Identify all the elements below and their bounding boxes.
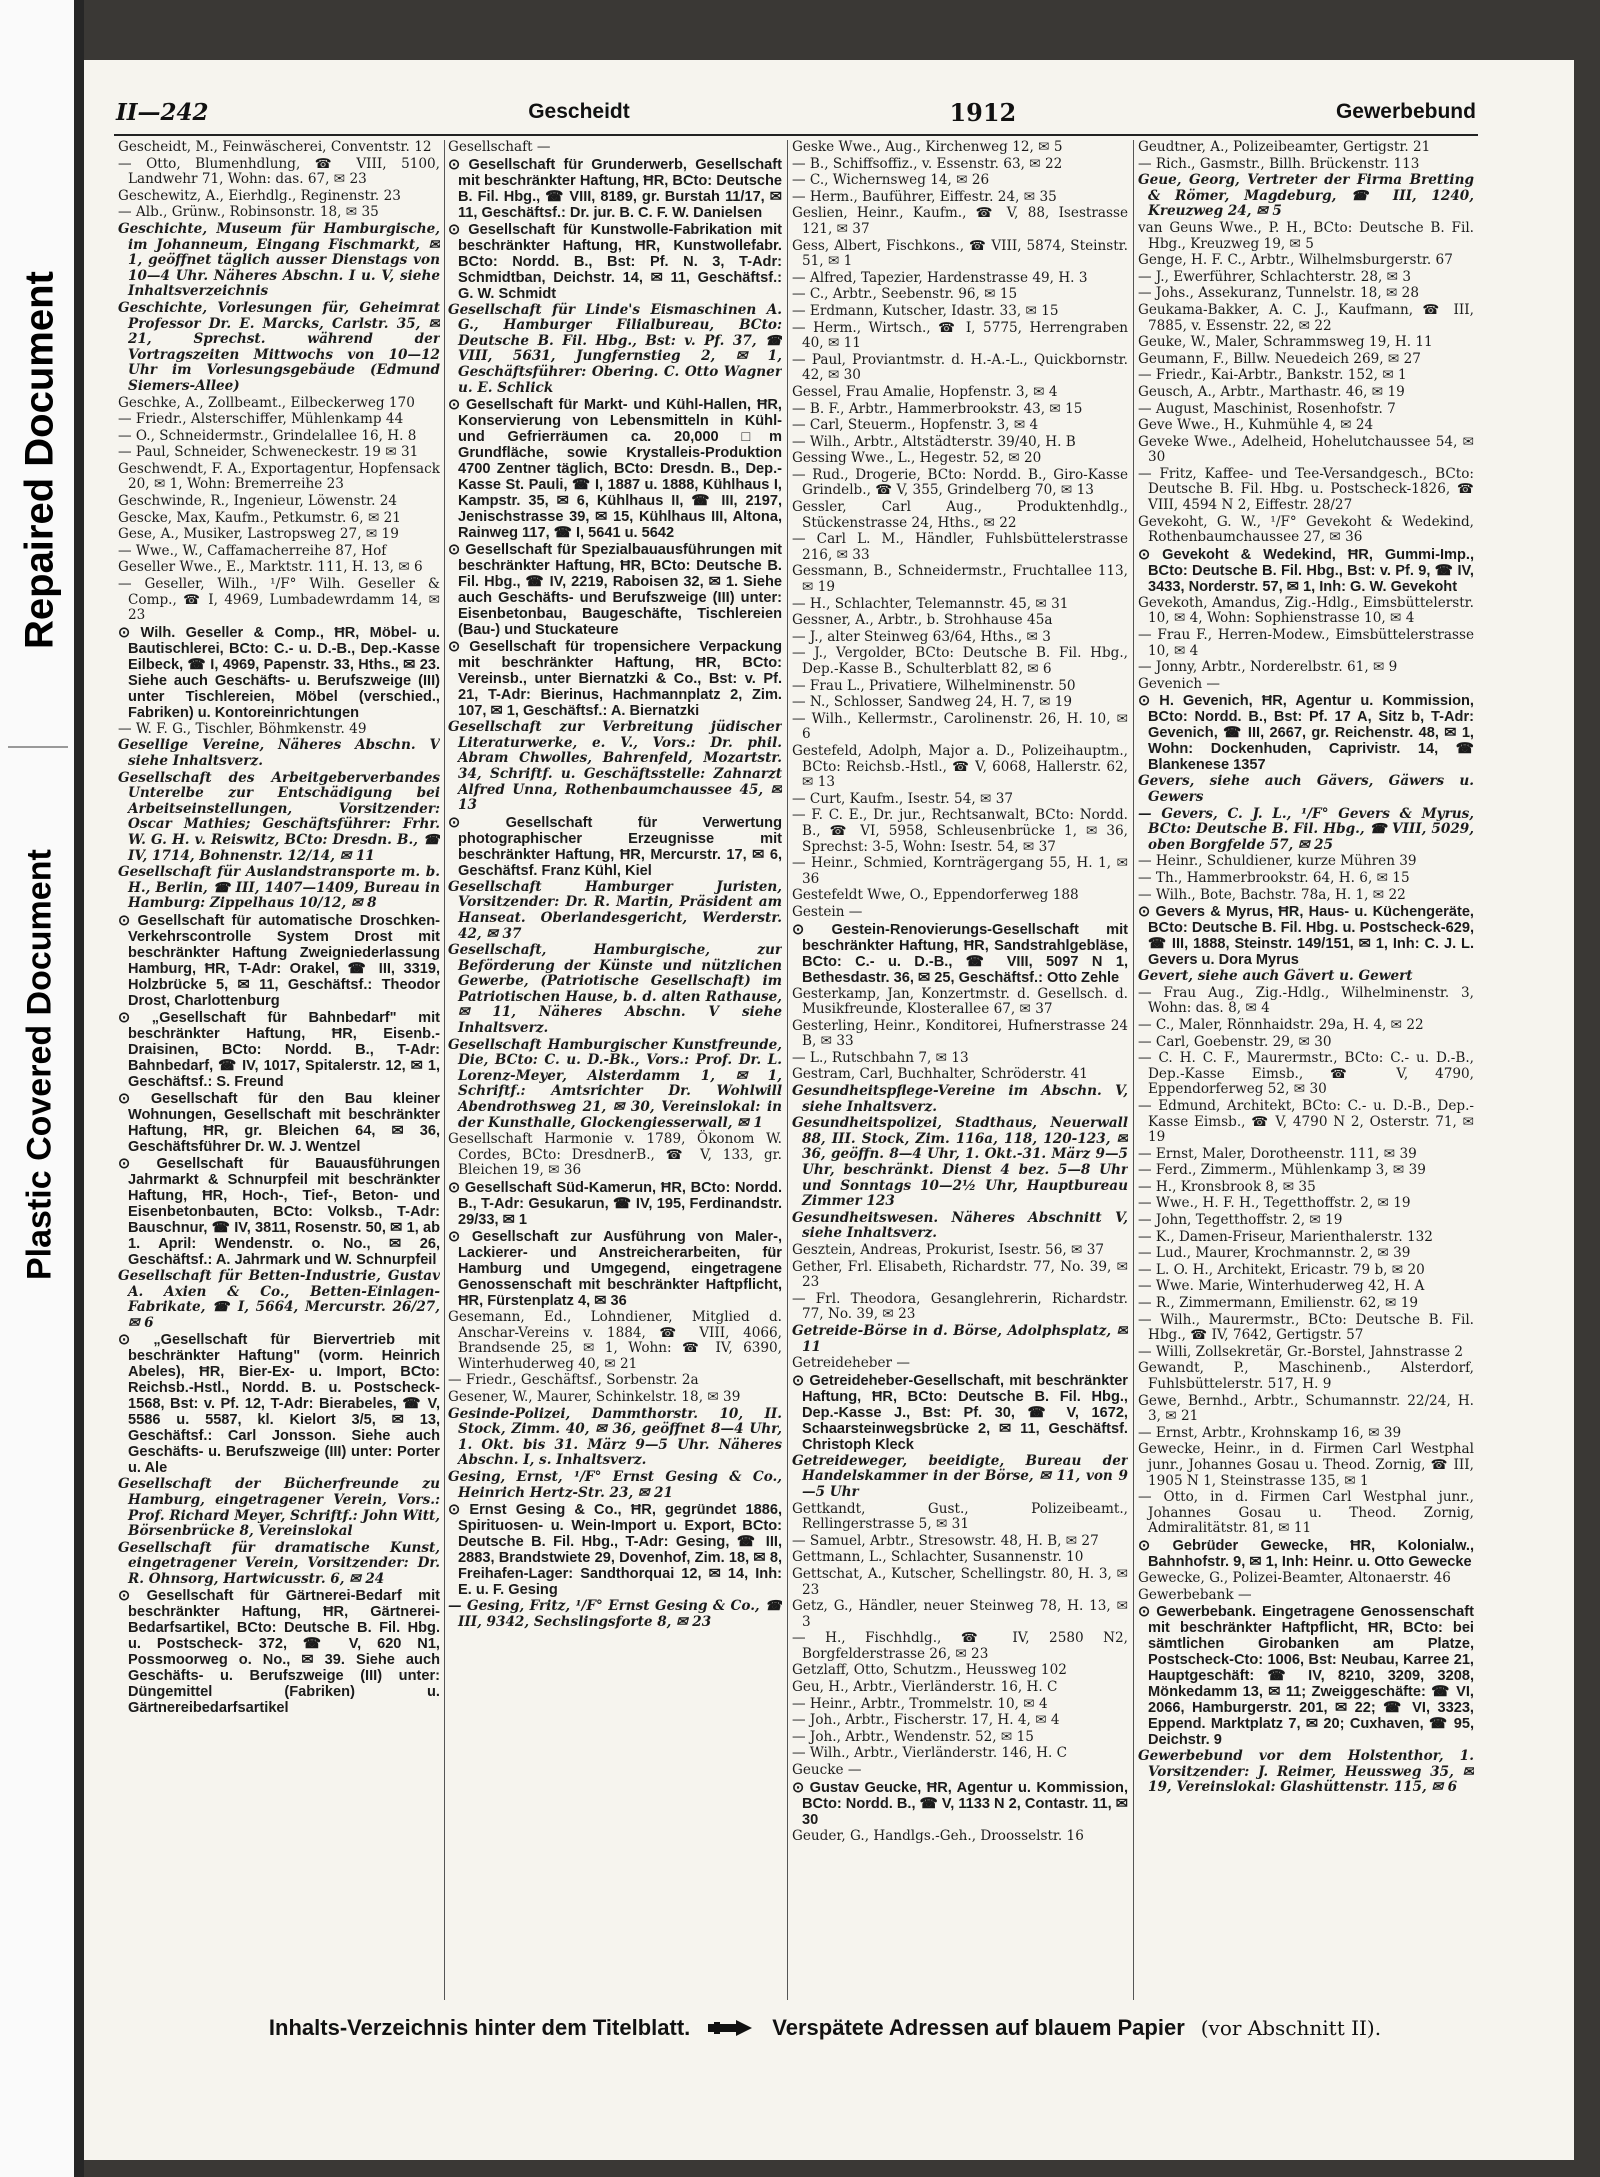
directory-entry: Geue, Georg, Vertreter der Firma Bretting & Römer, Magdeburg, ☎ III, 1240, Kreuzweg 24, ✉ 5 [1138, 172, 1474, 220]
directory-entry: — K., Damen-Friseur, Marienthalerstr. 132 [1138, 1228, 1433, 1245]
firm-entry: ⊙ Gesellschaft für Grunderwerb, Gesellschaft mit beschränkter Haftung, ĦR, BCto: Deutsche B. Fil. Hbg., ☎ VIII, 8189, gr. Burstah 11/17, ✉ 11, Geschäftsf.: Dr. jur. B. C. F. W. Danielsen [448, 156, 782, 221]
firm-entry: ⊙ Gesellschaft zur Ausführung von Maler-, Lackierer- und Anstreicherarbeiten, für Hamburg und Umgegend, eingetragene Genossenschaft mit beschränkter Haftpflicht, ĦR, Fürstenplatz 4, ✉ 36 [448, 1229, 782, 1309]
firm-entry: ⊙ Gevekoht & Wedekind, ĦR, Gummi-Imp., BCto: Deutsche B. Fil. Hbg., Bst: v. Pf. 9, ☎ IV, 3433, Norderstr. 57, ✉ 1, Inh: G. W. Gevekoht [1138, 546, 1474, 595]
directory-entry: Gese, A., Musiker, Lastropsweg 27, ✉ 19 [118, 526, 399, 543]
directory-entry: Gescheidt, M., Feinwäscherei, Conventstr. 12 [118, 140, 432, 155]
directory-entry: Gesellschaft — [448, 140, 551, 155]
firm-entry: ⊙ Gesellschaft für Gärtnerei-Bedarf mit beschränkter Haftung, ĦR, Gärtnerei-Bedarfsartikel, BCto: Deutsche B. Fil. Hbg. u. Postscheck- 372, ☎ V, 620 N1, Possmoorweg o. No., ✉ 39. Siehe auch Geschäfts- u. Berufszweige (III) unter: Düngemittel (Fabriken) u. Gärtnereibedarfsartikel [118, 1588, 440, 1717]
directory-entry: Gesellschaft für Betten-Industrie, Gustav A. Axien & Co., Betten-Einlagen-Fabrikate, ☎ I, 5664, Mercurstr. 26/27, ✉ 6 [118, 1267, 440, 1331]
directory-entry: — Carl, Goebenstr. 29, ✉ 30 [1138, 1033, 1332, 1050]
directory-entry: Geve Wwe., H., Kuhmühle 4, ✉ 24 [1138, 417, 1374, 434]
firm-entry: ⊙ Ernst Gesing & Co., ĦR, gegründet 1886, Spirituosen- u. Wein-Import u. Export, BCto: Deutsche B. Fil. Hbg., T-Adr: Gesing, ☎ III, 2883, Brandstwiete 29, Dovenhof, Zim. 18, ✉ 8, Freihafen-Lager: Sandthorquai 12, ✉ 14, Inh: E. u. F. Gesing [448, 1502, 782, 1599]
directory-entry: Gesellige Vereine, Näheres Abschn. V siehe Inhaltsverz. [118, 737, 440, 769]
directory-entry: — Gevers, C. J. L., ¹/F° Gevers & Myrus, BCto: Deutsche B. Fil. Hbg., ☎ VIII, 5029, oben Borgfelde 57, ✉ 25 [1138, 805, 1474, 853]
directory-entry: Geslien, Heinr., Kaufm., ☎ V, 88, Isestrasse 121, ✉ 37 [792, 205, 1128, 237]
firm-entry: ⊙ Gustav Geucke, ĦR, Agentur u. Kommission, BCto: Nordd. B., ☎ V, 1133 N 2, Contastr. 11, ✉ 30 [792, 1779, 1128, 1828]
directory-entry: Getreide-Börse in d. Börse, Adolphsplatz, ✉ 11 [792, 1322, 1128, 1355]
directory-entry: Geveke Wwe., Adelheid, Hohelutchaussee 54, ✉ 30 [1138, 433, 1474, 466]
directory-entry: Gesztein, Andreas, Prokurist, Isestr. 56, ✉ 37 [792, 1242, 1105, 1258]
directory-entry: — Otto, Blumenhdlung, ☎ VIII, 5100, Landwehr 71, Wohn: das. 67, ✉ 23 [118, 155, 440, 188]
firm-entry: ⊙ Gewerbebank. Eingetragene Genossenschaft mit beschränkter Haftpflicht, ĦR, BCto: bei sämtlichen Girobanken am Platze, Postscheck-Cto: 1006, Bst: Neubau, Karree 21, Hauptgeschäft: ☎ IV, 8210, 3209, 3208, Mönkedamm 13, ✉ 11; Zweiggeschäfte: ☎ VI, 2066, Hamburgerstr. 201, ✉ 22; ☎ VI, 3323, Eppend. Marktplatz 7, ✉ 20; Cuxhaven, ☎ 95, Deichstr. 9 [1138, 1604, 1474, 1749]
header-left-keyword: Gescheidt [528, 100, 630, 123]
directory-entry: — Paul, Schneider, Schweneckestr. 19 ✉ 31 [118, 444, 419, 461]
directory-entry: — Joh., Arbtr., Fischerstr. 17, H. 4, ✉ 4 [792, 1712, 1060, 1729]
firm-entry: ⊙ Gebrüder Gewecke, ĦR, Kolonialw., Bahnhofstr. 9, ✉ 1, Inh: Heinr. u. Otto Gewecke [1138, 1537, 1474, 1570]
directory-column-4 [1138, 140, 1474, 2003]
directory-entry: — C., Arbtr., Seebenstr. 96, ✉ 15 [792, 286, 1018, 303]
directory-entry: — John, Tegetthoffstr. 2, ✉ 19 [1138, 1212, 1343, 1229]
directory-entry: Gesterkamp, Jan, Konzertmstr. d. Gesellsch. d. Musikfreunde, Klosterallee 67, ✉ 37 [792, 985, 1128, 1018]
directory-entry: Gesellschaft der Bücherfreunde zu Hamburg, eingetragener Verein, Vors.: Prof. Richard Meyer, Schriftf.: John Witt, Börsenbrücke 8, Vereinslokal [118, 1476, 440, 1540]
directory-entry: Getz, G., Händler, neuer Steinweg 78, H. 13, ✉ 3 [792, 1598, 1128, 1630]
directory-entry: — Joh., Arbtr., Wendenstr. 52, ✉ 15 [792, 1728, 1034, 1745]
firm-entry: ⊙ Gesellschaft für Verwertung photographischer Erzeugnisse mit beschränkter Haftung, ĦR, Mercurstr. 17, ✉ 6, Geschäftsf. Franz Kühl, Kiel [448, 814, 782, 879]
directory-entry: — C. H. C. F., Maurermstr., BCto: C.- u. D.-B., Dep.-Kasse Eimsb., ☎ V, 4790, Eppendorferweg 52, ✉ 30 [1138, 1050, 1474, 1098]
directory-entry: Gestefeldt Wwe, O., Eppendorferweg 188 [792, 887, 1079, 904]
directory-entry: — J., Vergolder, BCto: Deutsche B. Fil. Hbg., Dep.-Kasse B., Schulterblatt 82, ✉ 6 [792, 645, 1128, 677]
directory-entry: Gewandt, P., Maschinenb., Alsterdorf, Fuhlsbüttelerstr. 517, H. 9 [1138, 1360, 1474, 1392]
directory-entry: — Wwe. Marie, Winterhuderweg 42, H. A [1138, 1278, 1425, 1295]
directory-entry: — Ernst, Arbtr., Krohnskamp 16, ✉ 39 [1138, 1424, 1402, 1441]
directory-entry: — H., Schlachter, Telemannstr. 45, ✉ 31 [792, 595, 1069, 612]
column-divider [444, 140, 445, 2000]
footer-late-addresses: Verspätete Adressen auf blauem Papier [772, 2015, 1185, 2040]
directory-entry: Gevekoht, G. W., ¹/F° Gevekoht & Wedekind, Rothenbaumchaussee 27, ✉ 36 [1138, 513, 1474, 546]
directory-entry: Gessmann, B., Schneidermstr., Fruchtallee 113, ✉ 19 [792, 563, 1128, 596]
directory-entry: Getreideweger, beeidigte, Bureau der Handelskammer in der Börse, ✉ 11, von 9—5 Uhr [792, 1452, 1128, 1500]
directory-entry: Gewerbebund vor dem Holstenthor, 1. Vorsitzender: J. Reimer, Heussweg 35, ✉ 19, Vereinslokal: Glashüttenstr. 115, ✉ 6 [1138, 1748, 1474, 1796]
directory-entry: — C., Maler, Rönnhaidstr. 29a, H. 4, ✉ 22 [1138, 1016, 1424, 1033]
directory-entry: — J., Ewerführer, Schlachterstr. 28, ✉ 3 [1138, 268, 1411, 285]
directory-entry: Gesellschaft des Arbeitgeberverbandes Unterelbe zur Entschädigung bei Arbeitseinstellungen, Vorsitzender: Oscar Mathies; Geschäftsführer: Frhr. W. G. H. v. Reiswitz, BCto: Dresdn. B., ☎ IV, 1714, Bohnenstr. 12/14, ✉ 11 [118, 769, 440, 864]
directory-entry: — Curt, Kaufm., Isestr. 54, ✉ 37 [792, 790, 1013, 807]
directory-entry: — Wwe., W., Caffamacherreihe 87, Hof [118, 542, 387, 559]
directory-entry: Geumann, F., Billw. Neuedeich 269, ✉ 27 [1138, 350, 1421, 367]
directory-entry: Geusch, A., Arbtr., Marthastr. 46, ✉ 19 [1138, 383, 1405, 400]
directory-entry: Gesellschaft Hamburger Juristen, Vorsitzender: Dr. R. Martin, Präsident am Hanseat. Oberlandesgericht, Werderstr. 42, ✉ 37 [448, 878, 782, 942]
header-year: 1912 [949, 97, 1017, 127]
directory-entry: — Alb., Grünw., Robinsonstr. 18, ✉ 35 [118, 204, 379, 221]
firm-entry: ⊙ Gesellschaft für tropensichere Verpackung mit beschränkter Haftung, ĦR, BCto: Vereinsb., unter Biernatzki & Co., Bst: v. Pf. 21, T-Adr: Bierinus, Hachmannplatz 2, Zim. 107, ✉ 1, Geschäftsf.: A. Biernatzki [448, 639, 782, 720]
directory-entry: Gesellschaft für Linde's Eismaschinen A. G., Hamburger Filialbureau, BCto: Deutsche B. Fil. Hbg., Bst: v. Pf. 37, ☎ VIII, 5631, Jungfernstieg 2, ✉ 1, Geschäftsführer: Obering. C. Otto Wagner u. E. Schlick [448, 301, 782, 396]
directory-entry: Gesellschaft zur Verbreitung jüdischer Literaturwerke, e. V., Vors.: Dr. phil. Abram Chwolles, Bahrenfeld, Mozartstr. 34, Schriftf. u. Geschäftsstelle: Zahnarzt Alfred Unna, Rothenbaumchaussee 45, ✉ 13 [448, 719, 782, 814]
directory-entry: Gettschat, A., Kutscher, Schellingstr. 80, H. 3, ✉ 23 [792, 1565, 1128, 1598]
directory-entry: — Jonny, Arbtr., Norderelbstr. 61, ✉ 9 [1138, 659, 1398, 676]
directory-entry: Geuke, W., Maler, Schrammsweg 19, H. 11 [1138, 334, 1433, 351]
directory-entry: Gewecke, Heinr., in d. Firmen Carl Westphal junr., Johannes Gosau u. Theod. Zornig, ☎ III, 1905 N 1, Steinstrasse 135, ✉ 1 [1138, 1441, 1474, 1489]
directory-entry: Geschwinde, R., Ingenieur, Löwenstr. 24 [118, 493, 398, 510]
directory-entry: — Friedr., Geschäftsf., Sorbenstr. 2a [448, 1372, 699, 1389]
directory-entry: — Wilh., Maurermstr., BCto: Deutsche B. Fil. Hbg., ☎ IV, 7642, Gertigstr. 57 [1138, 1311, 1474, 1344]
document-side-strip [0, 0, 84, 2177]
directory-entry: Gettkandt, Gust., Polizeibeamt., Rellingerstrasse 5, ✉ 31 [792, 1500, 1128, 1533]
directory-entry: Geschewitz, A., Eierhdlg., Reginenstr. 23 [118, 187, 401, 204]
directory-entry: Geschichte, Vorlesungen für, Geheimrat Professor Dr. E. Marcks, Carlstr. 35, ✉ 21, Sprechst. während der Vortragszeiten Mittwochs von 10—12 Uhr im Vorlesungsgebäude (Edmund Siemers-Allee) [118, 299, 440, 394]
directory-entry: — Friedr., Alsterschiffer, Mühlenkamp 44 [118, 411, 404, 428]
directory-entry: Gesellschaft Hamburgischer Kunstfreunde, Die, BCto: C. u. D.-Bk., Vors.: Prof. Dr. L. Lorenz-Meyer, Alsterdamm 1, ✉ 1, Schriftf.: Amtsrichter Dr. Wohlwill Abendrothsweg 21, ✉ 30, Vereinslokal: in der Kunsthalle, Glockengiesserwall, ✉ 1 [448, 1036, 782, 1131]
directory-entry: Gestein — [792, 903, 863, 920]
directory-entry: — L. O. H., Architekt, Ericastr. 79 b, ✉ 20 [1138, 1261, 1425, 1278]
column-divider [787, 140, 788, 2000]
firm-entry: ⊙ Gesellschaft Süd-Kamerun, ĦR, BCto: Nordd. B., T-Adr: Gesukarun, ☎ IV, 195, Ferdinandstr. 29/33, ✉ 1 [448, 1180, 782, 1228]
directory-entry: — Wwe., H. F. H., Tegetthoffstr. 2, ✉ 19 [1138, 1195, 1411, 1212]
directory-entry: — W. F. G., Tischler, Böhmkenstr. 49 [118, 720, 367, 737]
directory-entry: Gescke, Max, Kaufm., Petkumstr. 6, ✉ 21 [118, 509, 401, 526]
directory-entry: — Willi, Zollsekretär, Gr.-Borstel, Jahnstrasse 2 [1138, 1343, 1464, 1360]
directory-entry: Gesellschaft Harmonie v. 1789, Ökonom W. Cordes, BCto: DresdnerB., ☎ V, 133, gr. Bleichen 19, ✉ 36 [448, 1131, 782, 1179]
directory-entry: Gewe, Bernhd., Arbtr., Schumannstr. 22/24, H. 3, ✉ 21 [1138, 1392, 1474, 1425]
directory-entry: — Wilh., Arbtr., Altstädterstr. 39/40, H. B [792, 433, 1076, 450]
directory-entry: Gevekoth, Amandus, Zig.-Hdlg., Eimsbüttelerstr. 10, ✉ 4, Wohn: Sophienstrasse 10, ✉ 4 [1138, 594, 1474, 627]
directory-entry: Getzlaff, Otto, Schutzm., Heussweg 102 [792, 1662, 1067, 1679]
directory-entry: Gesundheitspolizei, Stadthaus, Neuerwall 88, III. Stock, Zim. 116a, 118, 120-123, ✉ 36, geöffn. 8—4 Uhr, 1. Okt.-31. März 9—5 Uhr, beschränkt. Dienst 4 bez. 5—8 Uhr und Sonntags 10—2½ Uhr, Hauptbureau Zimmer 123 [792, 1115, 1128, 1210]
firm-entry: ⊙ Gesellschaft für Markt- und Kühl-Hallen, ĦR, Konservierung von Lebensmitteln in Kühl- und Gefrierräumen ca. 20,000 □m Grundfläche, sowie Krystalleis-Produktion 4700 Zentner täglich, BCto: Dresdn. B., Dep.-Kasse St. Pauli, ☎ I, 1887 u. 1888, Kühlhaus I, Kampstr. 35, ✉ 6, Kühlhaus II, ☎ III, 2197, Jenischstrasse 39, ✉ 15, Kühlhaus III, Altona, Rainweg 117, ☎ I, 5641 u. 5642 [448, 397, 782, 542]
directory-entry: — Frau L., Privatiere, Wilhelminenstr. 50 [792, 677, 1076, 694]
directory-entry: — Wilh., Bote, Bachstr. 78a, H. 1, ✉ 22 [1138, 886, 1406, 903]
directory-entry: — Herm., Bauführer, Eiffestr. 24, ✉ 35 [792, 188, 1057, 205]
directory-entry: Geukama-Bakker, A. C. J., Kaufmann, ☎ III, 7885, v. Essenstr. 22, ✉ 22 [1138, 301, 1474, 334]
directory-entry: Gether, Frl. Elisabeth, Richardstr. 77, No. 39, ✉ 23 [792, 1258, 1128, 1291]
binding-edge [74, 0, 84, 2177]
firm-entry: ⊙ Gevers & Myrus, ĦR, Haus- u. Küchengeräte, BCto: Deutsche B. Fil. Hbg. u. Postscheck-629, ☎ III, 1888, Steinstr. 149/151, ✉ 1, Inh: C. J. L. Gevers u. Dora Myrus [1138, 904, 1474, 969]
directory-column-3 [792, 140, 1128, 2003]
directory-entry: Gessler, Carl Aug., Produktenhdlg., Stückenstrasse 24, Hths., ✉ 22 [792, 499, 1128, 531]
directory-entry: Geschke, A., Zollbeamt., Eilbeckerweg 170 [118, 394, 415, 411]
directory-entry: Genge, H. F. C., Arbtr., Wilhelmsburgerstr. 67 [1138, 252, 1453, 269]
directory-entry: — Johs., Assekuranz, Tunnelstr. 18, ✉ 28 [1138, 285, 1419, 302]
firm-entry: ⊙ Gesellschaft für Kunstwolle-Fabrikation mit beschränkter Haftung, ĦR, Kunstwollefabr. BCto: Nordd. B., Bst: Pf. N. 3, T-Adr: Schmidtban, Deichstr. 14, ✉ 11, Geschäftsf.: G. W. Schmidt [448, 221, 782, 302]
directory-entry: — Th., Hammerbrookstr. 64, H. 6, ✉ 15 [1138, 869, 1410, 886]
header-rule [114, 134, 1478, 136]
directory-entry: Gesinde-Polizei, Dammthorstr. 10, II. Stock, Zimm. 40, ✉ 36, geöffnet 8—4 Uhr, 1. Okt. bis 31. März 9—5 Uhr. Näheres Abschn. I, s. Inhaltsverz. [448, 1405, 782, 1469]
directory-entry: — C., Wichernsweg 14, ✉ 26 [792, 172, 990, 189]
directory-entry: Getreideheber — [792, 1355, 910, 1372]
directory-entry: — Fritz, Kaffee- und Tee-Versandgesch., BCto: Deutsche B. Fil. Hbg. u. Postscheck-1826, ☎ VIII, 4594 N 2, Eiffestr. 28/27 [1138, 465, 1474, 514]
directory-entry: Gesellschaft, Hamburgische, zur Beförderung der Künste und nützlichen Gewerbe, (Patriotische Gesellschaft) im Patriotischen Hause, b. d. alten Rathause, ✉ 11, Näheres Abschn. V siehe Inhaltsverz. [448, 942, 782, 1037]
directory-entry: Geschwendt, F. A., Exportagentur, Hopfensack 20, ✉ 1, Wohn: Bremerreihe 23 [118, 460, 440, 493]
label-separator [8, 746, 68, 748]
directory-entry: Geudtner, A., Polizeibeamter, Gertigstr. 21 [1138, 140, 1431, 155]
directory-entry: — L., Rutschbahn 7, ✉ 13 [792, 1049, 969, 1066]
directory-entry: — Heinr., Schuldiener, kurze Mühren 39 [1138, 853, 1417, 870]
directory-entry: — Alfred, Tapezier, Hardenstrasse 49, H. 3 [792, 269, 1088, 286]
directory-entry: Gesundheitswesen. Näheres Abschnitt V, siehe Inhaltsverz. [792, 1209, 1128, 1242]
directory-entry: — Lud., Maurer, Krochmannstr. 2, ✉ 39 [1138, 1245, 1411, 1262]
directory-entry: — Carl L. M., Händler, Fuhlsbüttelerstrasse 216, ✉ 33 [792, 531, 1128, 563]
directory-entry: Gesener, W., Maurer, Schinkelstr. 18, ✉ 39 [448, 1388, 741, 1405]
directory-entry: Gessel, Frau Amalie, Hopfenstr. 3, ✉ 4 [792, 383, 1058, 400]
firm-entry: ⊙ Gesellschaft für den Bau kleiner Wohnungen, Gesellschaft mit beschränkter Haftung, ĦR, gr. Bleichen 64, ✉ 36, Geschäftsführer Dr. W. J. Wentzel [118, 1090, 440, 1155]
directory-entry: Gewerbebank — [1138, 1586, 1252, 1603]
directory-entry: — Wilh., Kellermstr., Carolinenstr. 26, H. 10, ✉ 6 [792, 710, 1128, 743]
directory-entry: Gesemann, Ed., Lohndiener, Mitglied d. Anschar-Vereins v. 1884, ☎ VIII, 4066, Brandsende 25, ✉ 1, Wohn: ☎ IV, 6390, Winterhuderweg 40, ✉ 21 [448, 1309, 782, 1372]
directory-entry: — Wilh., Arbtr., Vierländerstr. 146, H. C [792, 1745, 1067, 1762]
firm-entry: ⊙ „Gesellschaft für Bahnbedarf" mit beschränkter Haftung, ĦR, Eisenb.-Draisinen, BCto: Nordd. B., T-Adr: Bahnbedarf, ☎ IV, 1017, Spitalerstr. 12, ✉ 1, Geschäftsf.: S. Freund [118, 1009, 440, 1090]
directory-entry: — F. C. E., Dr. jur., Rechtsanwalt, BCto: Nordd. B., ☎ VI, 5958, Schleusenbrücke 1, ✉ 36, Sprechst: 3-5, Wohn: Isestr. 54, ✉ 37 [792, 807, 1128, 855]
directory-entry: Geuder, G., Handlgs.-Geh., Droosselstr. 16 [792, 1827, 1084, 1844]
directory-entry: — H., Kronsbrook 8, ✉ 35 [1138, 1178, 1316, 1195]
pointing-hand-icon [706, 2018, 756, 2038]
firm-entry: ⊙ Getreideheber-Gesellschaft, mit beschränkter Haftung, ĦR, BCto: Deutsche B. Fil. Hbg., Dep.-Kasse J., Bst: Pf. 30, ☎ V, 1672, Schaarsteinwegsbrücke 2, ✉ 11, Geschäftsf. Christoph Kleck [792, 1372, 1128, 1453]
footer-index-note: Inhalts-Verzeichnis hinter dem Titelblatt. [268, 2015, 691, 2040]
directory-entry: Gesing, Ernst, ¹/F° Ernst Gesing & Co., Heinrich Hertz-Str. 23, ✉ 21 [448, 1468, 782, 1501]
page-number: II—242 [116, 98, 209, 126]
directory-entry: — H., Fischhdlg., ☎ IV, 2580 N2, Borgfelderstrasse 26, ✉ 23 [792, 1630, 1128, 1662]
directory-entry: — Herm., Wirtsch., ☎ I, 5775, Herrengraben 40, ✉ 11 [792, 319, 1128, 352]
directory-entry: — Erdmann, Kutscher, Idastr. 33, ✉ 15 [792, 302, 1059, 319]
directory-entry: — Geseller, Wilh., ¹/F° Wilh. Geseller & Comp., ☎ I, 4969, Lumbadewrdamm 14, ✉ 23 [118, 576, 440, 624]
directory-entry: — Frau Aug., Zig.-Hdlg., Wilhelminenstr. 3, Wohn: das. 8, ✉ 4 [1138, 984, 1474, 1017]
directory-entry: — N., Schlosser, Sandweg 24, H. 7, ✉ 19 [792, 694, 1073, 711]
firm-entry: ⊙ Gesellschaft für Spezialbauausführungen mit beschränkter Haftung, ĦR, BCto: Deutsche B. Fil. Hbg., ☎ IV, 2219, Raboisen 32, ✉ 1. Siehe auch Geschäfts- und Berufszweige (III) unter: Eisenbetonbau, Baugeschäfte, Tischlereien (Bau-) und Stuckateure [448, 542, 782, 639]
firm-entry: ⊙ „Gesellschaft für Biervertrieb mit beschränkter Haftung" (vorm. Heinrich Abeles), ĦR, Bier-Ex- u. Import, BCto: Reichsb.-Hstl., Nordd. B. u. Postscheck- 1568, Bst: v. Pf. 12, T-Adr: Bierabeles, ☎ V, 5586 u. 5587, kl. Kielort 3/5, ✉ 13, Geschäftsf.: Carl Jonsson. Siehe auch Geschäfts- u. Berufszweige (III) unter: Porter u. Ale [118, 1332, 440, 1477]
plastic-covered-document-label: Plastic Covered Document [20, 849, 59, 1281]
directory-entry: — Samuel, Arbtr., Stresowstr. 48, H. B, ✉ 27 [792, 1532, 1099, 1549]
directory-entry: — B. F., Arbtr., Hammerbrookstr. 43, ✉ 15 [792, 400, 1083, 417]
column-divider [1133, 140, 1134, 2000]
directory-entry: — Otto, in d. Firmen Carl Westphal junr., Johannes Gosau u. Theod. Zornig, Admiralitätstr. 81, ✉ 11 [1138, 1489, 1474, 1537]
directory-entry: — Ferd., Zimmerm., Mühlenkamp 3, ✉ 39 [1138, 1162, 1426, 1179]
footer-section-note: (vor Abschnitt II). [1200, 2016, 1382, 2040]
directory-entry: Gevers, siehe auch Gävers, Gäwers u. Gewers [1138, 773, 1474, 805]
firm-entry: ⊙ Gestein-Renovierungs-Gesellschaft mit beschränkter Haftung, ĦR, Sandstrahlgebläse, BCto: C.- u. D.-B., ☎ VIII, 5097 N 1, Bethesdastr. 36, ✉ 25, Geschäftsf.: Otto Zehle [792, 921, 1128, 986]
page-footer [160, 2008, 1490, 2048]
directory-entry: Gesellschaft für dramatische Kunst, eingetragener Verein, Vorsitzender: Dr. R. Ohnsorg, Hartwicusstr. 6, ✉ 24 [118, 1539, 440, 1587]
repaired-document-label: Repaired Document [17, 271, 62, 649]
header-right-keyword: Gewerbebund [1335, 100, 1476, 123]
directory-entry: Geucke — [792, 1762, 862, 1779]
directory-entry: Gessner, A., Arbtr., b. Strohhause 45a [792, 612, 1053, 629]
directory-entry: — Gesing, Fritz, ¹/F° Ernst Gesing & Co., ☎ III, 9342, Sechslingsforte 8, ✉ 23 [448, 1598, 782, 1630]
directory-entry: — Friedr., Kai-Arbtr., Bankstr. 152, ✉ 1 [1138, 367, 1407, 384]
directory-entry: van Geuns Wwe., P. H., BCto: Deutsche B. Fil. Hbg., Kreuzweg 19, ✉ 5 [1138, 219, 1474, 252]
directory-entry: — Edmund, Architekt, BCto: C.- u. D.-B., Dep.-Kasse Eimsb., ☎ V, 4790 N 2, Osterstr. 71, ✉ 19 [1138, 1097, 1474, 1146]
directory-entry: Gesundheitspflege-Vereine im Abschn. V, siehe Inhaltsverz. [792, 1083, 1128, 1115]
page-header [116, 95, 1476, 129]
directory-column-2 [448, 140, 782, 2003]
directory-entry: — Ernst, Maler, Dorotheenstr. 111, ✉ 39 [1138, 1145, 1417, 1162]
directory-column-1 [118, 140, 440, 2003]
directory-entry: Gesellschaft für Auslandstransporte m. b. H., Berlin, ☎ III, 1407—1409, Bureau in Hamburg: Zippelhaus 10/12, ✉ 8 [118, 864, 440, 912]
firm-entry: ⊙ Gesellschaft für automatische Droschken-Verkehrscontrolle System Drost mit beschränkter Haftung Zweigniederlassung Hamburg, ĦR, T-Adr: Orakel, ☎ III, 3319, Holzbrücke 5, ✉ 11, Geschäftsf.: Theodor Drost, Charlottenburg [118, 912, 440, 1009]
firm-entry: ⊙ Gesellschaft für Bauausführungen Jahrmarkt & Schnurpfeil mit beschränkter Haftung, ĦR, Hoch-, Tief-, Beton- und Eisenbetonbauten, BCto: Volksb., T-Adr: Bauschnur, ☎ IV, 3811, Rosenstr. 50, ✉ 1, ab 1. April: Wendenstr. o. No., ✉ 26, Geschäftsf.: A. Jahrmark und W. Schnurpfeil [118, 1155, 440, 1268]
directory-entry: Gessing Wwe., L., Hegestr. 52, ✉ 20 [792, 450, 1042, 467]
directory-entry: Gettmann, L., Schlachter, Susannenstr. 10 [792, 1549, 1084, 1566]
directory-entry: — B., Schiffsoffiz., v. Essenstr. 63, ✉ 22 [792, 155, 1063, 172]
firm-entry: ⊙ H. Gevenich, ĦR, Agentur u. Kommission, BCto: Nordd. B., Bst: Pf. 17 A, Sitz b, T-Adr: Gevenich, ☎ III, 2667, gr. Reichenstr. 48, ✉ 1, Wohn: Dockenhuden, Caprivistr. 14, ☎ Blankenese 1357 [1138, 693, 1474, 774]
directory-entry: — J., alter Steinweg 63/64, Hths., ✉ 3 [792, 628, 1051, 645]
directory-entry: Geske Wwe., Aug., Kirchenweg 12, ✉ 5 [792, 140, 1063, 155]
directory-entry: — Heinr., Schmied, Kornträgergang 55, H. 1, ✉ 36 [792, 855, 1128, 887]
directory-entry: — Frau F., Herren-Modew., Eimsbüttelerstrasse 10, ✉ 4 [1138, 627, 1474, 659]
directory-entry: — August, Maschinist, Rosenhofstr. 7 [1138, 400, 1396, 417]
directory-entry: — O., Schneidermstr., Grindelallee 16, H. 8 [118, 427, 417, 444]
directory-entry: Gess, Albert, Fischkons., ☎ VIII, 5874, Steinstr. 51, ✉ 1 [792, 237, 1128, 270]
directory-entry: Gewecke, G., Polizei-Beamter, Altonaerstr. 46 [1138, 1569, 1451, 1586]
directory-entry: Gevert, siehe auch Gävert u. Gewert [1138, 968, 1413, 985]
directory-entry: — Heinr., Arbtr., Trommelstr. 10, ✉ 4 [792, 1695, 1048, 1712]
directory-entry: — Paul, Proviantmstr. d. H.-A.-L., Quickbornstr. 42, ✉ 30 [792, 351, 1128, 384]
directory-entry: — Frl. Theodora, Gesanglehrerin, Richardstr. 77, No. 39, ✉ 23 [792, 1290, 1128, 1323]
directory-entry: — R., Zimmermann, Emilienstr. 62, ✉ 19 [1138, 1295, 1419, 1312]
directory-entry: Gevenich — [1138, 675, 1221, 692]
firm-entry: ⊙ Wilh. Geseller & Comp., ĦR, Möbel- u. Bautischlerei, BCto: C.- u. D.-B., Dep.-Kasse Eilbeck, ☎ I, 4969, Papenstr. 33, Hths., ✉ 23. Siehe auch Geschäfts- u. Berufszweige (III) unter Tischlereien, Möbel (verschied., Fabriken) u. Kontoreinrichtungen [118, 624, 440, 721]
directory-entry: Gesterling, Heinr., Konditorei, Hufnerstrasse 24 B, ✉ 33 [792, 1017, 1128, 1050]
directory-entry: Gestram, Carl, Buchhalter, Schröderstr. 41 [792, 1066, 1088, 1083]
directory-entry: Gestefeld, Adolph, Major a. D., Polizeihauptm., BCto: Reichsb.-Hstl., ☎ V, 6068, Hallerstr. 62, ✉ 13 [792, 742, 1128, 791]
directory-entry: Geschichte, Museum für Hamburgische, im Johanneum, Eingang Fischmarkt, ✉ 1, geöffnet täglich ausser Dienstags von 10—4 Uhr. Näheres Abschn. I u. V, siehe Inhaltsverzeichnis [118, 220, 440, 300]
directory-entry: — Carl, Steuerm., Hopfenstr. 3, ✉ 4 [792, 417, 1039, 434]
directory-entry: Geu, H., Arbtr., Vierländerstr. 16, H. C [792, 1679, 1058, 1696]
directory-entry: — Rich., Gasmstr., Billh. Brückenstr. 113 [1138, 155, 1420, 172]
directory-entry: — Rud., Drogerie, BCto: Nordd. B., Giro-Kasse Grindelb., ☎ V, 355, Grindelberg 70, ✉ 13 [792, 466, 1128, 499]
directory-entry: Geseller Wwe., E., Marktstr. 111, H. 13, ✉ 6 [118, 559, 423, 576]
